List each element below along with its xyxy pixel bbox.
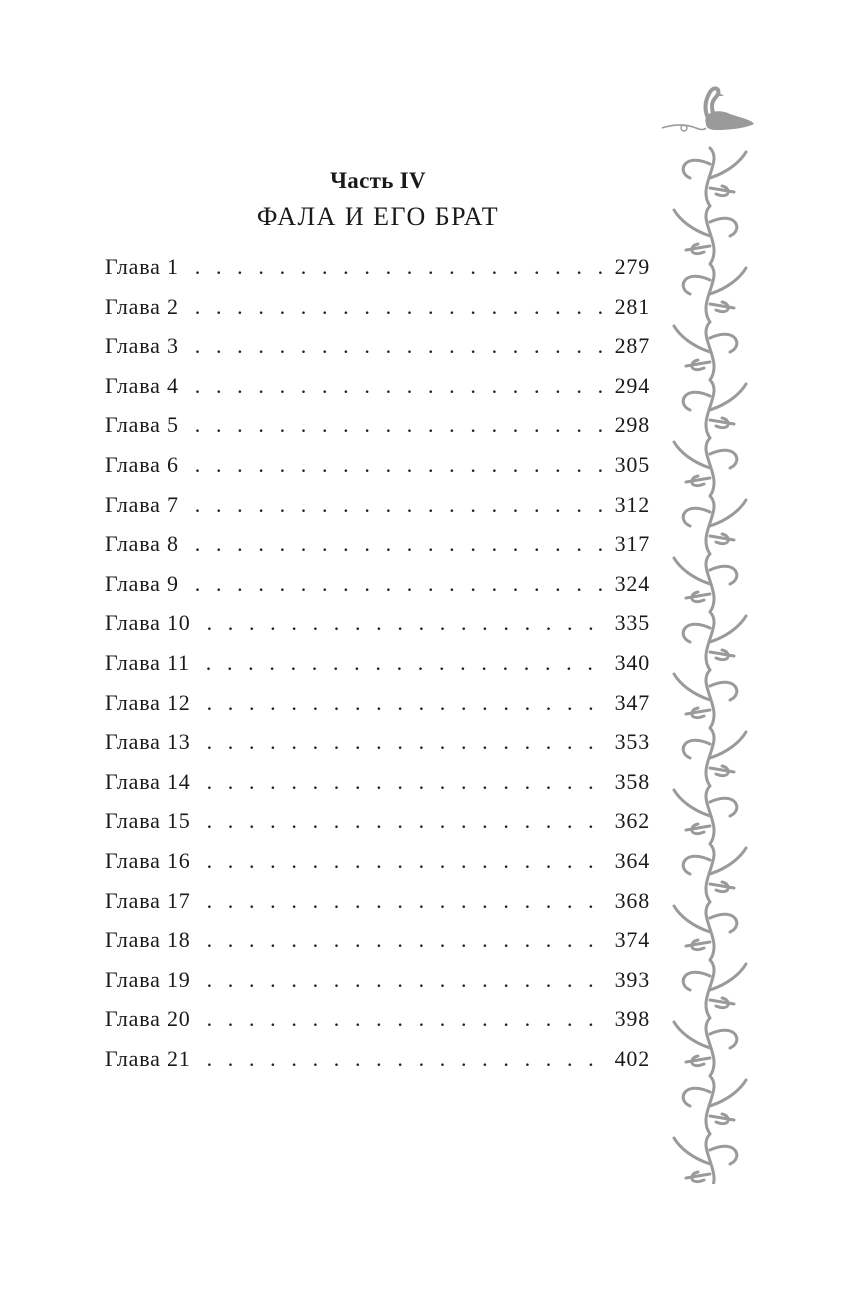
toc-chapter-label: Глава 16 (105, 847, 191, 873)
toc-chapter-label: Глава 1 (105, 254, 179, 279)
toc-chapter-label: Глава 18 (105, 927, 191, 953)
toc-page-number: 358 (614, 768, 650, 794)
toc-row (105, 769, 650, 809)
toc-page-number: 287 (614, 333, 650, 359)
toc-leader-dots (207, 610, 607, 636)
toc-page-number: 281 (614, 293, 650, 319)
toc-leader-dots (207, 927, 607, 953)
toc-row (105, 967, 650, 1007)
toc-row (105, 690, 650, 730)
toc-leader-dots (207, 729, 607, 755)
toc-row (105, 531, 650, 571)
toc-row (105, 808, 650, 848)
toc-leader-dots (195, 492, 607, 518)
toc-page-number: 402 (614, 1045, 650, 1071)
toc-leader-dots (195, 333, 607, 359)
toc-leader-dots (195, 452, 607, 478)
toc-page-number: 305 (614, 451, 650, 477)
toc-leader-dots (207, 769, 607, 795)
toc-row (105, 333, 650, 373)
vine-icon (674, 148, 746, 1184)
part-title: ФАЛА И ЕГО БРАТ (256, 202, 500, 231)
toc-page-number: 362 (614, 808, 650, 834)
toc-row (105, 373, 650, 413)
toc-row (105, 254, 650, 294)
toc-page-number: 335 (614, 610, 650, 636)
toc-leader-dots (195, 412, 607, 438)
toc-leader-dots (207, 808, 607, 834)
part-label: Часть IV (330, 168, 426, 193)
toc-row (105, 452, 650, 492)
toc-page-number: 347 (614, 689, 650, 715)
toc-page-number: 312 (614, 491, 650, 517)
toc-leader-dots (207, 1006, 607, 1032)
toc-chapter-label: Глава 9 (105, 570, 179, 596)
swan-vine-ornament-icon (660, 84, 760, 1184)
toc-chapter-label: Глава 17 (105, 887, 191, 913)
toc-leader-dots (195, 294, 607, 320)
toc-row (105, 650, 650, 690)
toc-chapter-label: Глава 21 (105, 1045, 191, 1071)
toc-chapter-label: Глава 14 (105, 768, 191, 794)
toc-page-number: 368 (614, 887, 650, 913)
toc-chapter-label: Глава 11 (105, 649, 190, 675)
toc-leader-dots (207, 888, 607, 914)
toc-row (105, 729, 650, 769)
toc-page-number: 340 (614, 649, 650, 675)
toc-leader-dots (207, 967, 607, 993)
toc-leader-dots (195, 373, 607, 399)
toc-row (105, 1006, 650, 1046)
toc-row (105, 571, 650, 611)
toc-chapter-label: Глава 8 (105, 531, 179, 557)
toc-leader-dots (195, 531, 607, 557)
toc-chapter-label: Глава 20 (105, 1006, 191, 1032)
swan-icon (662, 88, 754, 131)
toc-row (105, 610, 650, 650)
toc-leader-dots (195, 254, 607, 280)
toc-page-number: 364 (614, 847, 650, 873)
toc-row (105, 848, 650, 888)
toc-chapter-label: Глава 5 (105, 412, 179, 438)
toc-row (105, 492, 650, 532)
toc-chapter-label: Глава 15 (105, 808, 191, 834)
toc-page-number: 398 (614, 1006, 650, 1032)
toc-page-number: 353 (614, 729, 650, 755)
toc-chapter-label: Глава 10 (105, 610, 191, 636)
toc-chapter-label: Глава 19 (105, 966, 191, 992)
toc-chapter-label: Глава 2 (105, 293, 179, 319)
toc-page-number: 393 (614, 966, 650, 992)
toc-chapter-label: Глава 7 (105, 491, 179, 517)
toc-row (105, 412, 650, 452)
toc-row (105, 927, 650, 967)
toc-chapter-label: Глава 6 (105, 451, 179, 477)
toc-chapter-label: Глава 4 (105, 372, 179, 398)
toc-leader-dots (195, 571, 607, 597)
toc-chapter-label: Глава 3 (105, 333, 179, 359)
toc-page-number: 279 (614, 254, 650, 279)
toc-page-number: 374 (614, 927, 650, 953)
toc-row (105, 888, 650, 928)
toc-page-number: 324 (614, 570, 650, 596)
table-of-contents (105, 254, 650, 1085)
toc-page-number: 298 (614, 412, 650, 438)
toc-page-number: 317 (614, 531, 650, 557)
toc-leader-dots (207, 848, 607, 874)
toc-leader-dots (206, 650, 607, 676)
toc-leader-dots (207, 1046, 607, 1072)
toc-leader-dots (207, 690, 607, 716)
toc-row (105, 294, 650, 334)
toc-row (105, 1046, 650, 1086)
vine-stem (674, 148, 746, 1184)
toc-page-number: 294 (614, 372, 650, 398)
toc-chapter-label: Глава 12 (105, 689, 191, 715)
toc-chapter-label: Глава 13 (105, 729, 191, 755)
